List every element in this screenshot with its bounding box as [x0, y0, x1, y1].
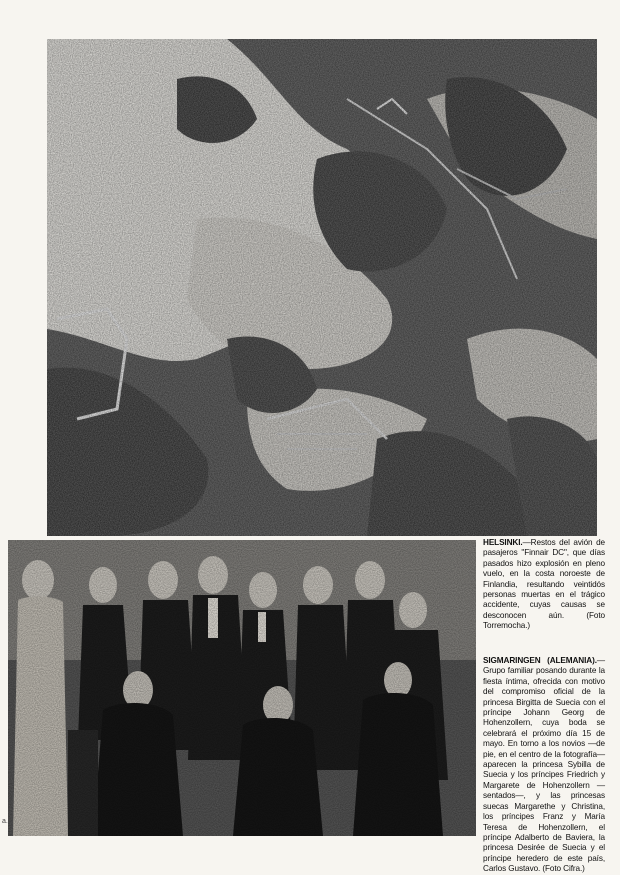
helsinki-caption-body: —Restos del avión de pasajeros "Finnair DC", que días pasados hizo explosión en pleno vuelo, en la costa noroeste de Finlandia, resultando veintidós personas muertas en el trágico accidente, cuyas causas se desconocen aún. (Foto Torremocha.): [483, 538, 605, 631]
crash-wreckage-photo: [47, 39, 597, 536]
crash-wreckage-image: [47, 39, 597, 536]
family-group-image: [8, 540, 476, 836]
sigmaringen-caption-lead: SIGMARINGEN (ALEMANIA).: [483, 656, 597, 665]
helsinki-caption: [483, 538, 605, 638]
page-corner-mark: a.: [2, 818, 8, 825]
sigmaringen-caption-body: —Grupo familiar posando durante la fiesta íntima, ofrecida con motivo del compromiso oficial de la princesa Birgitta de Suecia con el príncipe Johann Georg de Hohenzollern, cuya boda se celebrará el próximo día 15 de mayo. En torno a los novios —de pie, en el centro de la fotografía— aparecen la princesa Sybilla de Suecia y los príncipes Friedrich y Margarete de Hohenzollern —sentados—, y las princesas suecas Margarethe y Christina, los príncipes Franz y María Teresa de Hohenzollern, el príncipe Adalberto de Baviera, la princesa Desirée de Suecia y el príncipe heredero de este país, Carlos Gustavo. (Foto Cifra.): [483, 656, 605, 874]
sigmaringen-caption: [483, 656, 605, 874]
helsinki-caption-lead: HELSINKI.: [483, 538, 523, 547]
family-group-photo: [8, 540, 476, 836]
